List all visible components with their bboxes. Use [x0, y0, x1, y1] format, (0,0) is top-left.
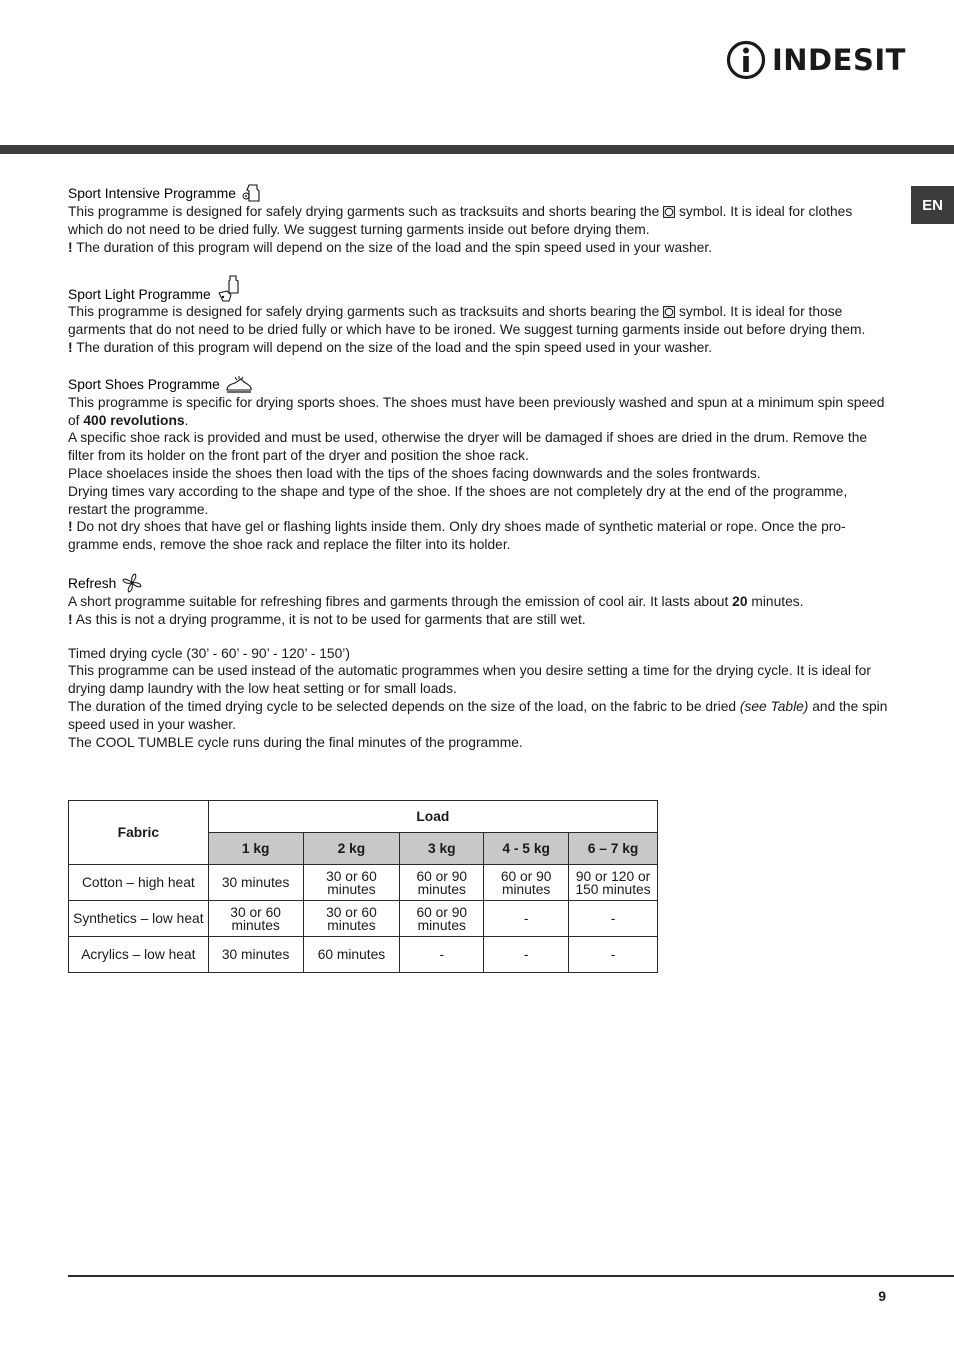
- page-number: 9: [878, 1288, 886, 1304]
- table-header-row: [69, 801, 658, 833]
- section-heading: [68, 573, 888, 593]
- section-note: [68, 339, 888, 357]
- section-body: [68, 203, 888, 239]
- table-cell: 60 or 90 minutes: [400, 901, 484, 937]
- fabric-cell: Acrylics – low heat: [69, 937, 209, 973]
- body-text: symbol. It is ideal for clothes which do not need to be dried fully. We suggest turning garments inside out before drying them.: [68, 204, 853, 237]
- note-mark: !: [68, 519, 73, 535]
- table-row: [69, 901, 658, 937]
- note-text: Do not dry shoes that have gel or flashing lights inside them. Only dry shoes made of synthetic material or rope. Once the pro-gramme ends, remove the shoe rack and replace the filter into its holder.: [68, 519, 846, 553]
- body-text: This programme is designed for safely drying garments such as tracksuits and shorts bearing the: [68, 204, 660, 219]
- section-title: Timed drying cycle: [68, 645, 183, 661]
- section-body: This programme can be used instead of the automatic programmes when you desire setting a time for the drying cycle. It is ideal for drying damp laundry with the low heat setting or for small loads.: [68, 663, 871, 697]
- section-sport-shoes: [68, 376, 888, 554]
- note-mark: !: [68, 611, 73, 627]
- table-cell: -: [569, 937, 658, 973]
- page-content: [68, 183, 888, 770]
- note-text: The duration of this program will depend on the size of the load and the spin speed used in your washer.: [76, 239, 713, 255]
- table-row: [69, 937, 658, 973]
- table-cell: 60 or 90 minutes: [400, 865, 484, 901]
- section-title: Sport Intensive Programme: [68, 186, 236, 202]
- table-cell: -: [484, 937, 569, 973]
- table-cell: 30 or 60 minutes: [303, 901, 400, 937]
- section-timed-drying: [68, 645, 888, 752]
- section-body: Drying times vary according to the shape and type of the shoe. If the shoes are not completely dry at the end of the programme, restart the programme.: [68, 483, 848, 517]
- table-cell: 30 or 60 minutes: [208, 901, 303, 937]
- body-text: symbol. It is ideal for those garments that do not need to be dried fully or which have to be ironed. We suggest turning garments inside out before drying them.: [68, 304, 866, 338]
- section-body: [68, 303, 888, 339]
- section-body: [68, 593, 888, 611]
- body-text: This programme is designed for safely drying garments such as tracksuits and shorts bearing the: [68, 304, 660, 320]
- table-cell: 30 or 60 minutes: [303, 865, 400, 901]
- table-cell: -: [569, 901, 658, 937]
- body-text: This programme is specific for drying sports shoes. The shoes must have been previously washed and spun at a minimum spin speed of: [68, 394, 885, 428]
- section-body: A specific shoe rack is provided and must be used, otherwise the dryer will be damaged if shoes are dried in the drum. Remove the filter from its holder on the front part of the dryer and position the shoe rack.: [68, 430, 868, 464]
- tumble-dry-symbol-icon: [663, 306, 675, 318]
- load-header: Load: [208, 801, 657, 833]
- table-cell: 90 or 120 or 150 minutes: [569, 865, 658, 901]
- body-text: and the spin speed used in your washer.: [68, 698, 888, 732]
- section-note: [68, 611, 888, 629]
- fabric-cell: Synthetics – low heat: [69, 901, 209, 937]
- section-body: [68, 394, 888, 430]
- section-title: Sport Shoes Programme: [68, 376, 220, 392]
- section-note: [68, 239, 888, 257]
- header-divider-bar: [0, 145, 954, 154]
- table-cell: -: [484, 901, 569, 937]
- fabric-cell: Cotton – high heat: [69, 865, 209, 901]
- sport-shoes-icon: [225, 376, 253, 394]
- note-mark: !: [68, 239, 73, 255]
- table-cell: -: [400, 937, 484, 973]
- drying-time-table: [68, 800, 658, 973]
- section-sport-intensive: [68, 183, 888, 256]
- body-italic: (see Table): [739, 698, 809, 714]
- body-emphasis: 20: [732, 593, 748, 609]
- sport-intensive-icon: [241, 183, 263, 203]
- body-text: A short programme suitable for refreshing fibres and garments through the emission of cool air. It lasts about: [68, 593, 729, 609]
- note-mark: !: [68, 339, 73, 355]
- section-title: Refresh: [68, 576, 117, 592]
- body-text: .: [184, 412, 189, 428]
- table-cell: 60 minutes: [303, 937, 400, 973]
- table-cell: 60 or 90 minutes: [484, 865, 569, 901]
- table-cell: 30 minutes: [208, 937, 303, 973]
- brand-logo: [726, 38, 906, 82]
- body-text: minutes.: [751, 593, 804, 609]
- section-title-suffix: (30’ - 60’ - 90’ - 120’ - 150’): [186, 645, 350, 661]
- section-heading: [68, 275, 888, 303]
- load-column-header: 3 kg: [400, 833, 484, 865]
- section-heading: [68, 645, 888, 663]
- section-heading: [68, 376, 888, 394]
- section-body: [68, 698, 888, 734]
- load-column-header: 6 – 7 kg: [569, 833, 658, 865]
- section-body: The COOL TUMBLE cycle runs during the final minutes of the programme.: [68, 734, 523, 750]
- tumble-dry-symbol-icon: [663, 206, 675, 218]
- section-note: [68, 518, 888, 554]
- section-sport-light: [68, 275, 888, 356]
- section-title: Sport Light Programme: [68, 286, 211, 302]
- section-heading: [68, 183, 888, 203]
- brand-logo-mark-icon: [726, 39, 766, 81]
- refresh-fan-icon: [121, 573, 143, 593]
- footer-rule: [68, 1275, 954, 1277]
- fabric-header: Fabric: [69, 801, 209, 865]
- table-row: [69, 865, 658, 901]
- load-column-header: 4 - 5 kg: [484, 833, 569, 865]
- table-cell: 30 minutes: [208, 865, 303, 901]
- section-refresh: [68, 573, 888, 629]
- section-body: Place shoelaces inside the shoes then load with the tips of the shoes facing downwards and the soles frontwards.: [68, 465, 761, 481]
- load-column-header: 2 kg: [303, 833, 400, 865]
- note-text: As this is not a drying programme, it is not to be used for garments that are still wet.: [75, 611, 586, 627]
- sport-light-icon: [216, 275, 242, 303]
- language-tab: EN: [911, 186, 954, 224]
- body-emphasis: 400 revolutions: [83, 412, 185, 428]
- brand-name: INDESIT: [772, 43, 906, 77]
- body-text: The duration of the timed drying cycle to be selected depends on the size of the load, on the fabric to be dried: [68, 698, 737, 714]
- note-text: The duration of this program will depend on the size of the load and the spin speed used in your washer.: [76, 339, 713, 355]
- load-column-header: 1 kg: [208, 833, 303, 865]
